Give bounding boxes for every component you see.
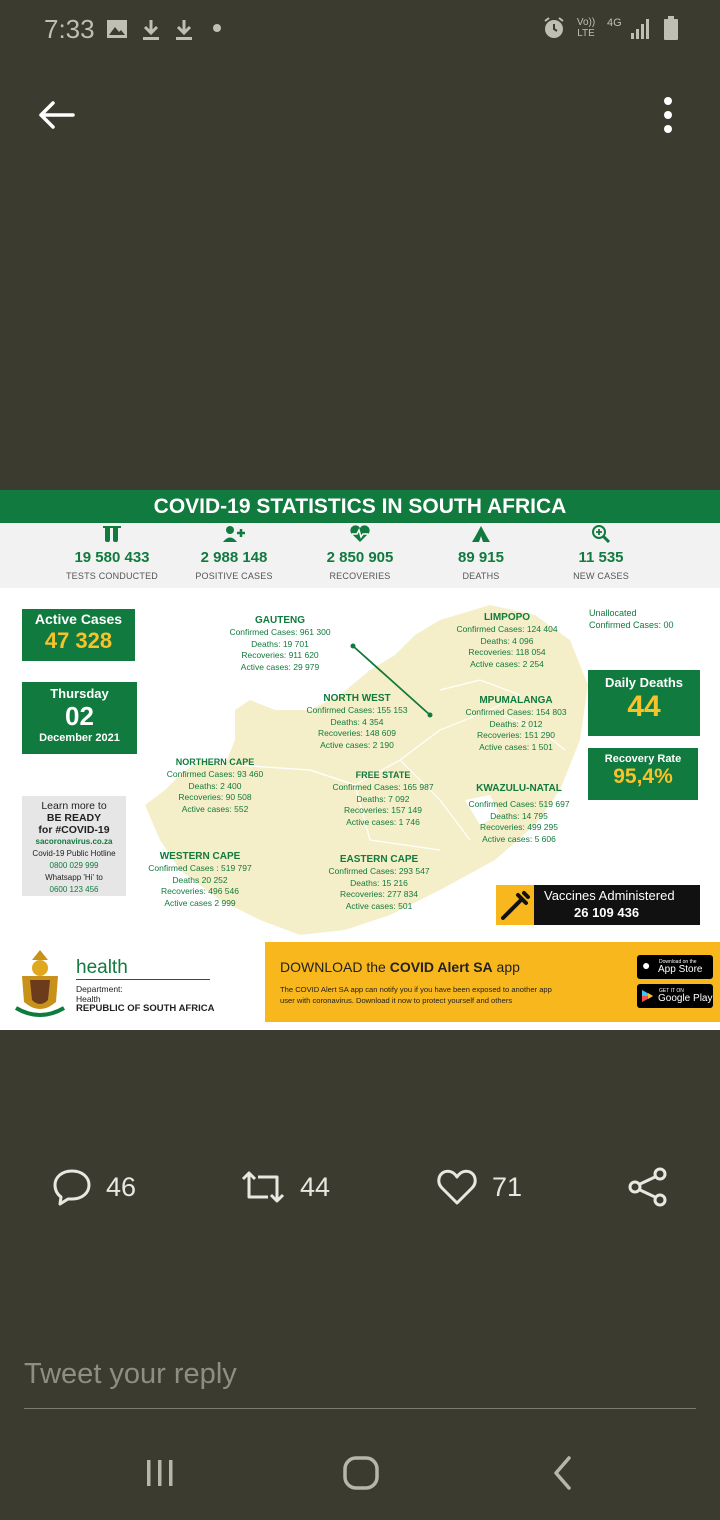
health-department-logo xyxy=(0,942,240,1030)
province-mpumalanga xyxy=(451,694,581,753)
country-name: REPUBLIC OF SOUTH AFRICA xyxy=(76,1003,215,1014)
stat-value: 2 850 905 xyxy=(326,549,394,566)
date-month-year: December 2021 xyxy=(39,732,120,744)
share-icon xyxy=(626,1167,670,1207)
province-deaths: Deaths: 14 795 xyxy=(490,810,548,821)
province-deaths: Deaths: 4 354 xyxy=(330,716,384,727)
vaccines-box xyxy=(496,885,700,925)
province-gauteng xyxy=(215,614,345,673)
province-confirmed: Confirmed Cases: 961 300 xyxy=(229,627,331,637)
apple-icon: ● xyxy=(642,957,651,973)
appstore-small-text: Download on the xyxy=(659,959,697,965)
unallocated-label: Unallocated xyxy=(589,608,637,618)
home-button[interactable] xyxy=(340,1450,382,1496)
recent-apps-button[interactable] xyxy=(140,1450,180,1496)
coat-of-arms-icon xyxy=(12,946,68,1020)
unallocated-cases xyxy=(589,608,674,631)
province-deaths: Deaths: 2 012 xyxy=(489,718,543,729)
back-button[interactable] xyxy=(30,92,82,138)
volte-indicator: Vo)) LTE xyxy=(576,17,596,39)
website-text: sacoronavirus.co.za xyxy=(35,837,113,846)
covid-alert-banner xyxy=(265,942,720,1022)
image-icon xyxy=(106,18,128,46)
signal-icon xyxy=(630,18,652,45)
banner-desc-line: The COVID Alert SA app can notify you if you have been exposed to another app xyxy=(280,985,552,994)
province-confirmed: Confirmed Cases: 93 460 xyxy=(166,769,264,779)
province-name: EASTERN CAPE xyxy=(339,854,419,865)
retweet-count: 44 xyxy=(300,1171,331,1202)
province-kwazulu-natal xyxy=(454,782,584,845)
recovery-rate-label: Recovery Rate xyxy=(604,753,682,765)
province-deaths: Deaths: 2 400 xyxy=(188,780,242,791)
stat-label: POSITIVE CASES xyxy=(195,571,273,581)
share-button[interactable] xyxy=(626,1165,684,1209)
province-name: FREE STATE xyxy=(355,770,411,780)
reply-placeholder: Tweet your reply xyxy=(24,1358,237,1390)
system-back-button[interactable] xyxy=(546,1450,580,1496)
covid-hashtag: for #COVID-19 xyxy=(38,824,110,836)
daily-deaths-box xyxy=(588,670,700,736)
hotline-label: Covid-19 Public Hotline xyxy=(32,849,116,858)
vaccines-value: 26 109 436 xyxy=(574,905,640,920)
home-icon xyxy=(342,1455,380,1491)
province-western-cape xyxy=(135,850,265,909)
reply-count: 46 xyxy=(106,1171,137,1202)
syringe-icon xyxy=(496,885,534,925)
heart-icon xyxy=(436,1168,478,1206)
daily-deaths-label: Daily Deaths xyxy=(604,675,684,690)
like-button[interactable] xyxy=(436,1165,522,1209)
magnifier-plus-icon xyxy=(529,525,673,545)
province-confirmed: Confirmed Cases: 124 404 xyxy=(456,624,558,634)
province-active: Active cases: 29 979 xyxy=(240,661,320,672)
province-recoveries: Recoveries: 151 290 xyxy=(477,730,555,740)
province-deaths: Deaths: 15 216 xyxy=(350,877,408,888)
active-cases-box xyxy=(22,609,135,661)
learn-more-box xyxy=(22,796,126,896)
add-person-icon xyxy=(162,525,306,545)
date-day: Thursday xyxy=(50,686,109,701)
province-active: Active cases 2 999 xyxy=(164,897,236,908)
province-active: Active cases: 5 606 xyxy=(482,833,556,844)
province-confirmed: Confirmed Cases: 519 697 xyxy=(468,799,570,809)
active-cases-value: 47 328 xyxy=(44,628,113,653)
chevron-left-icon xyxy=(551,1455,575,1491)
province-name: WESTERN CAPE xyxy=(159,851,241,862)
stat-label: NEW CASES xyxy=(573,571,629,581)
recent-apps-icon xyxy=(144,1458,176,1488)
notification-dot-icon xyxy=(213,24,221,32)
more-vertical-icon xyxy=(662,95,674,135)
province-northern-cape xyxy=(150,756,280,815)
province-name: NORTH WEST xyxy=(323,693,391,704)
province-recoveries: Recoveries: 118 054 xyxy=(468,647,546,657)
province-recoveries: Recoveries: 496 546 xyxy=(161,886,239,896)
whatsapp-label: Whatsapp 'Hi' to xyxy=(45,873,103,882)
network-type: 4G xyxy=(607,17,622,29)
province-recoveries: Recoveries: 90 508 xyxy=(178,792,252,802)
appstore-text: App Store xyxy=(658,964,703,975)
stat-value: 19 580 433 xyxy=(74,549,150,566)
stat-value: 11 535 xyxy=(578,549,624,566)
province-name: GAUTENG xyxy=(255,615,305,626)
province-north-west xyxy=(292,692,422,751)
province-recoveries: Recoveries: 157 149 xyxy=(344,805,422,815)
health-divider xyxy=(76,979,210,980)
google-small-text: GET IT ON xyxy=(659,988,684,994)
province-eastern-cape xyxy=(314,853,444,912)
province-active: Active cases: 2 190 xyxy=(320,739,394,750)
infographic-title: COVID-19 STATISTICS IN SOUTH AFRICA xyxy=(0,490,720,523)
banner-description xyxy=(280,984,552,1006)
retweet-icon xyxy=(240,1169,286,1205)
stat-positive xyxy=(162,523,306,581)
province-active: Active cases: 2 254 xyxy=(470,658,544,669)
vaccines-label: Vaccines Administered xyxy=(544,888,675,903)
reply-input[interactable] xyxy=(24,1352,696,1409)
province-active: Active cases: 1 501 xyxy=(479,741,553,752)
stat-new-cases xyxy=(529,523,673,581)
province-active: Active cases: 552 xyxy=(181,803,249,814)
app-store-badge[interactable] xyxy=(637,955,713,979)
date-box xyxy=(22,682,137,754)
province-name: KWAZULU-NATAL xyxy=(476,783,562,794)
arrow-left-icon xyxy=(37,100,75,130)
recovery-rate-value: 95,4% xyxy=(613,765,673,788)
stat-label: DEATHS xyxy=(462,571,500,581)
play-icon xyxy=(641,989,654,1006)
learn-more-text: Learn more to xyxy=(41,800,107,812)
province-deaths: Deaths 20 252 xyxy=(172,874,228,885)
province-free-state xyxy=(318,769,448,828)
stat-value: 89 915 xyxy=(458,549,504,566)
health-department-text xyxy=(76,984,214,1014)
banner-desc-line: user with coronavirus. Download it now to protect yourself and others xyxy=(280,996,513,1005)
province-confirmed: Confirmed Cases: 154 803 xyxy=(465,707,567,717)
stats-row xyxy=(0,523,720,588)
hotline-number: 0800 029 999 xyxy=(49,861,99,870)
unallocated-value: Confirmed Cases: 00 xyxy=(589,619,674,630)
stat-label: TESTS CONDUCTED xyxy=(65,571,158,581)
active-cases-label: Active Cases xyxy=(34,611,123,627)
province-deaths: Deaths: 7 092 xyxy=(356,793,410,804)
province-limpopo xyxy=(442,611,572,670)
google-play-text: Google Play xyxy=(658,993,713,1004)
province-confirmed: Confirmed Cases: 165 987 xyxy=(332,782,434,792)
department-label: Department: xyxy=(76,984,123,994)
google-play-badge[interactable] xyxy=(637,984,713,1008)
province-deaths: Deaths: 4 096 xyxy=(480,635,534,646)
health-brand: health xyxy=(76,957,128,978)
recovery-rate-box xyxy=(588,748,698,800)
daily-deaths-value: 44 xyxy=(627,690,661,723)
whatsapp-number: 0600 123 456 xyxy=(49,885,99,894)
date-number: 02 xyxy=(65,701,94,731)
department-name: Health xyxy=(76,994,101,1004)
battery-icon xyxy=(664,16,678,45)
comment-icon xyxy=(52,1168,92,1206)
banner-app-name: COVID Alert SA xyxy=(389,959,493,975)
province-confirmed: Confirmed Cases: 293 547 xyxy=(328,866,430,876)
province-active: Active cases: 501 xyxy=(345,900,413,911)
be-ready-text: BE READY xyxy=(46,812,102,824)
province-recoveries: Recoveries: 277 834 xyxy=(340,889,418,899)
alarm-icon xyxy=(542,16,566,46)
retweet-button[interactable] xyxy=(240,1165,330,1209)
province-active: Active cases: 1 746 xyxy=(346,816,420,827)
province-confirmed: Confirmed Cases : 519 797 xyxy=(148,863,252,873)
province-recoveries: Recoveries: 499 295 xyxy=(480,822,558,832)
stat-label: RECOVERIES xyxy=(329,571,391,581)
province-recoveries: Recoveries: 911 620 xyxy=(241,650,319,660)
status-time: 7:33 xyxy=(44,14,95,44)
status-bar xyxy=(0,0,720,60)
province-recoveries: Recoveries: 148 609 xyxy=(318,728,396,738)
banner-prefix: DOWNLOAD the xyxy=(280,959,390,975)
stat-value: 2 988 148 xyxy=(200,549,268,566)
download-icon xyxy=(140,18,162,48)
reply-button[interactable] xyxy=(52,1165,136,1209)
banner-heading xyxy=(280,959,520,975)
banner-suffix: app xyxy=(492,959,520,975)
province-name: NORTHERN CAPE xyxy=(175,757,255,767)
province-deaths: Deaths: 19 701 xyxy=(251,638,309,649)
province-name: MPUMALANGA xyxy=(479,695,553,706)
province-confirmed: Confirmed Cases: 155 153 xyxy=(306,705,408,715)
province-name: LIMPOPO xyxy=(483,612,531,623)
covid-statistics-image[interactable] xyxy=(0,490,720,1030)
download-icon-2 xyxy=(173,18,195,48)
like-count: 71 xyxy=(492,1171,523,1202)
more-options-button[interactable] xyxy=(648,92,688,138)
